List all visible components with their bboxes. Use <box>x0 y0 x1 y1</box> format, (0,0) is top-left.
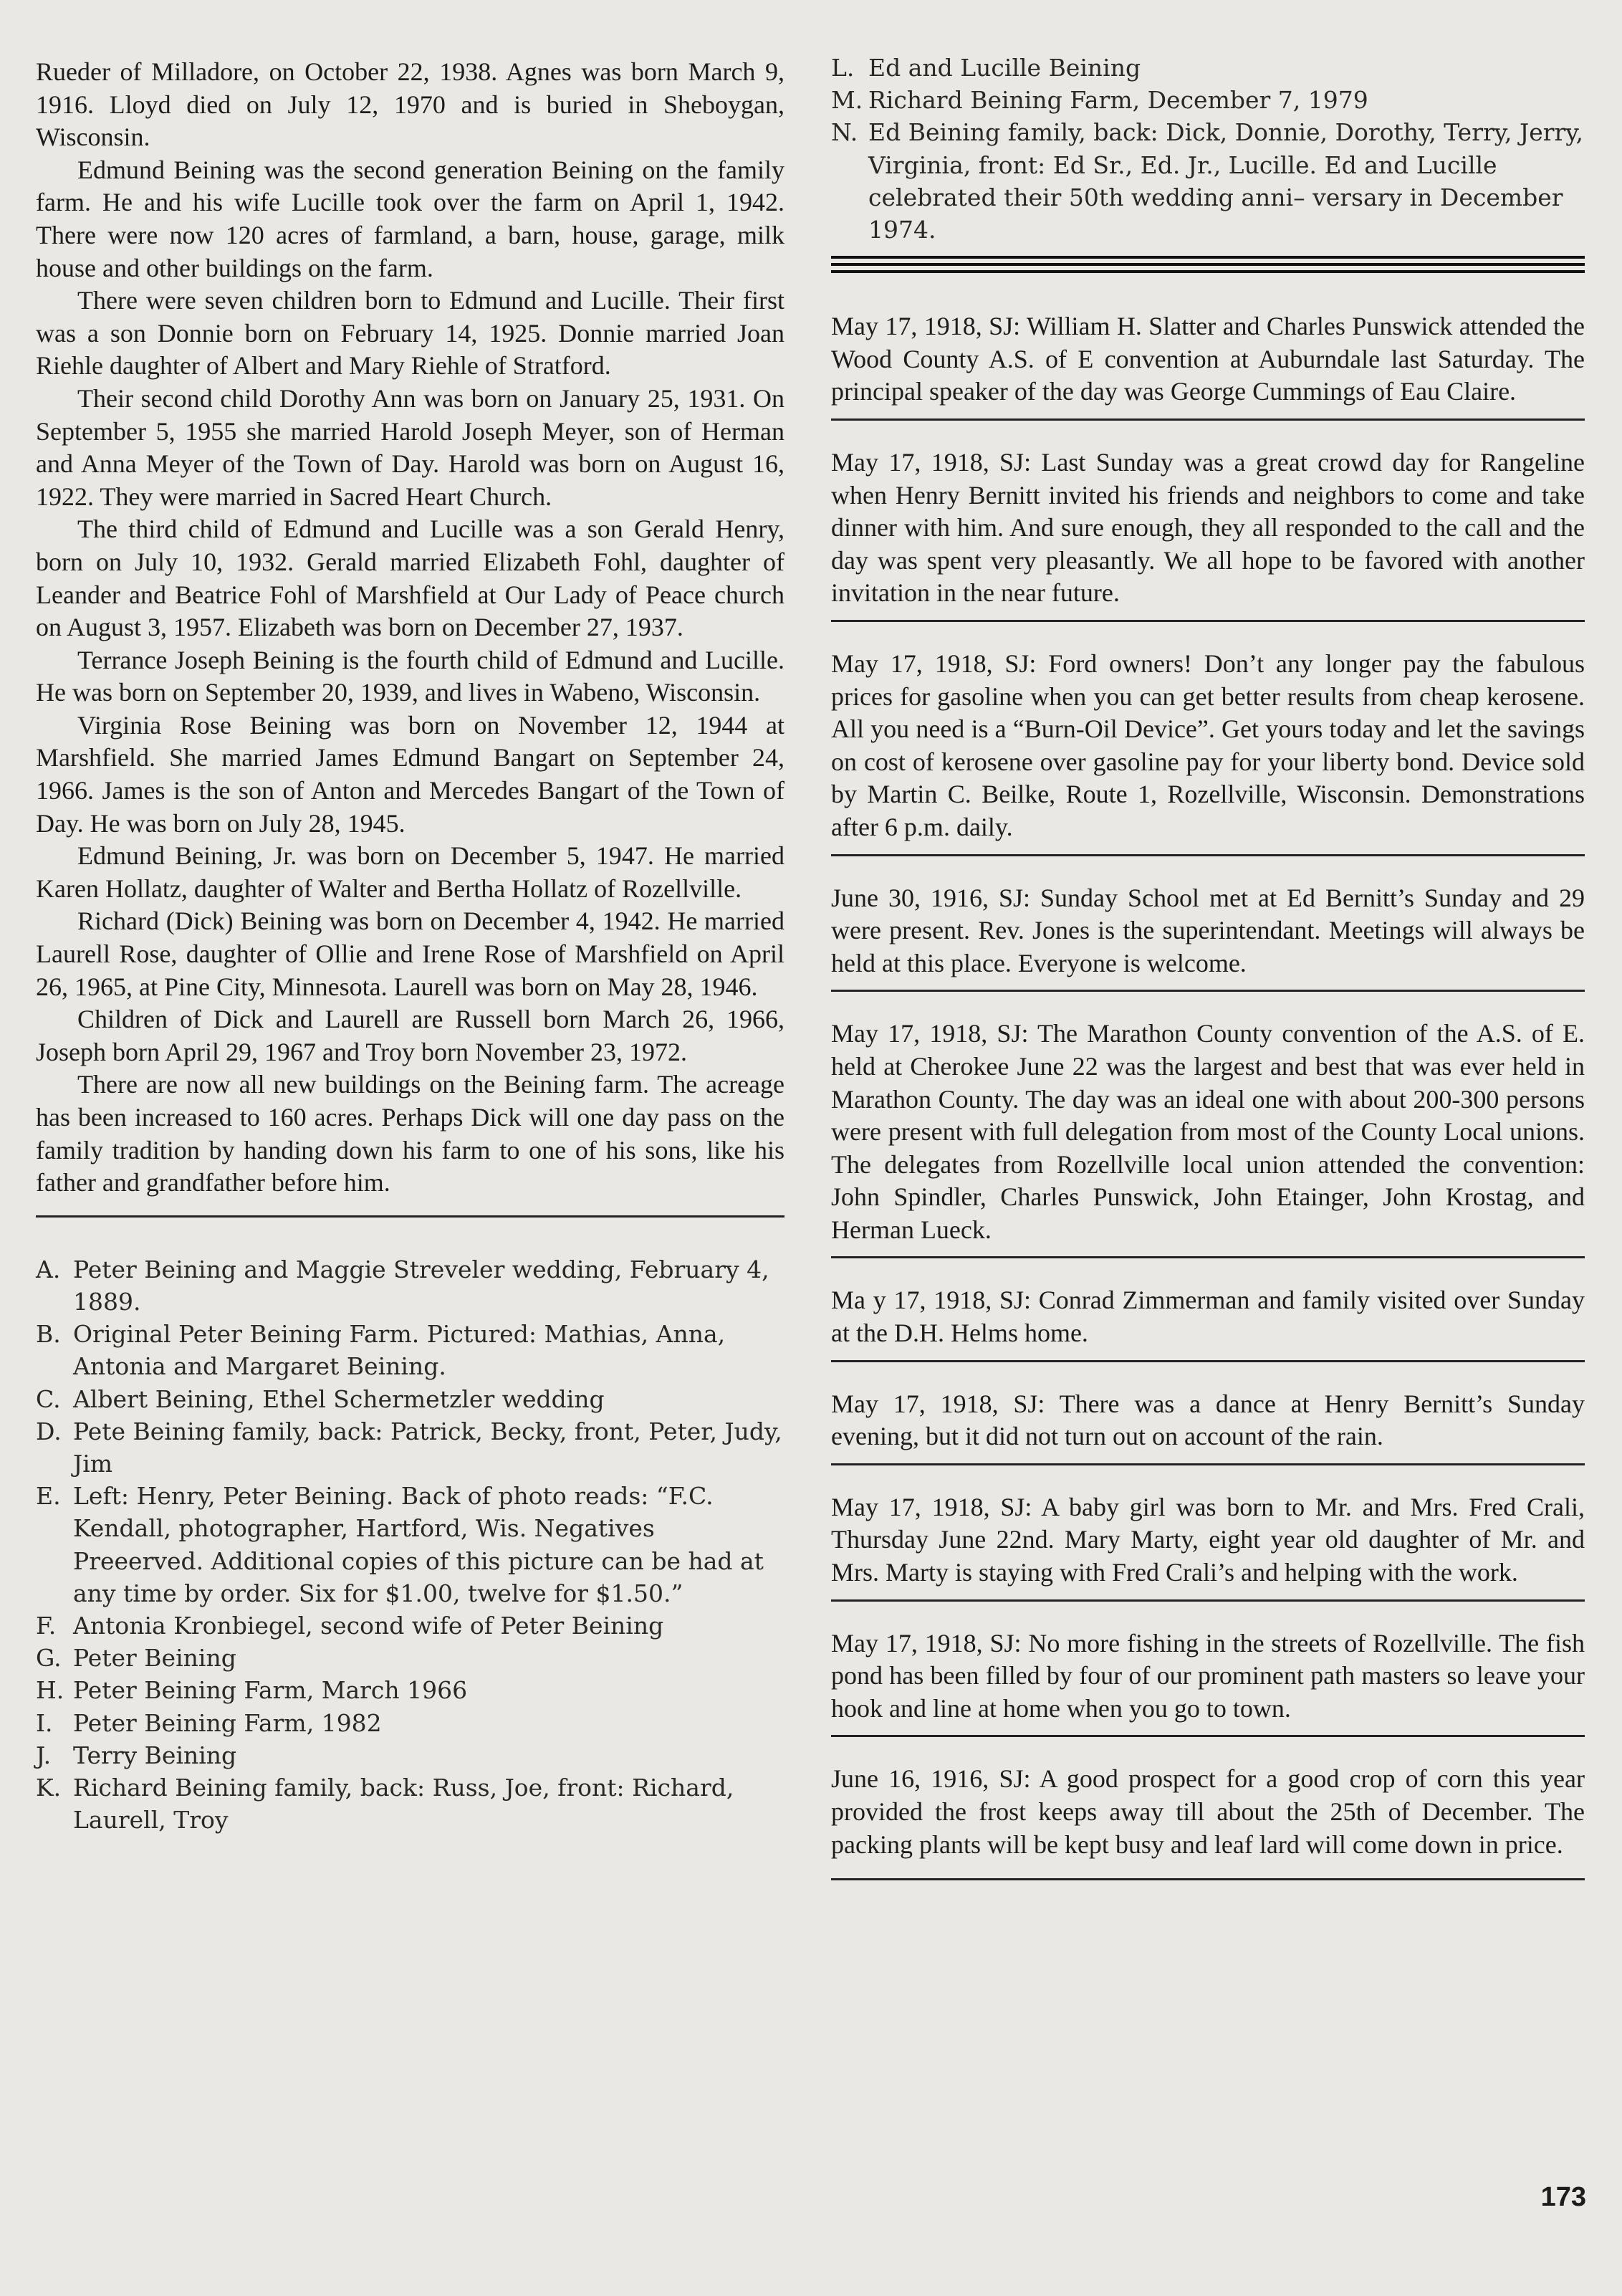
body-paragraph: Virginia Rose Beining was born on November 12, 1944 at Marshfield. She married James Edmund Bangart on September 24, 1966. James is the son of Anton and Mercedes Bangart of the Town of Day. He was born on July 28, 1945. <box>36 710 784 838</box>
news-text: May 17, 1918, SJ: There was a dance at Henry Bernitt’s Sunday evening, but it did not turn out on account of the rain. <box>831 1389 1585 1451</box>
page-number: 173 <box>1540 2182 1586 2212</box>
news-text: May 17, 1918, SJ: A baby girl was born to Mr. and Mrs. Fred Crali, Thursday June 22nd. Mary Marty, eight year old daughter of Mr. and Mrs. Marty is staying with Fred Crali’s and helping with the work. <box>831 1492 1585 1587</box>
body-paragraph: Their second child Dorothy Ann was born on January 25, 1931. On September 5, 1955 she married Harold Joseph Meyer, son of Herman and Anna Meyer of the Town of Day. Harold was born on August 16, 1922. They were married in Sacred Heart Church. <box>36 383 784 511</box>
news-divider <box>831 1599 1585 1602</box>
news-divider <box>831 1878 1585 1880</box>
left-column <box>36 56 784 1836</box>
news-text: May 17, 1918, SJ: No more fishing in the streets of Rozellville. The fish pond has been filled by four of our prominent path masters so leave your hook and line at home when you go to town. <box>831 1628 1585 1723</box>
caption-item: H. Peter Beining Farm, March 1966 <box>36 1676 468 1705</box>
news-item <box>831 1491 1585 1589</box>
news-item <box>831 1018 1585 1246</box>
news-divider <box>831 1463 1585 1465</box>
news-divider <box>831 854 1585 856</box>
body-paragraph: Terrance Joseph Beining is the fourth child of Edmund and Lucille. He was born on September 20, 1939, and lives in Wabeno, Wisconsin. <box>36 645 784 707</box>
news-text: May 17, 1918, SJ: Last Sunday was a great crowd day for Rangeline when Henry Bernitt invited his friends and neighbors to come and take dinner with him. And sure enough, they all responded to the call and the day was spent very pleasantly. We all hope to be favored with another invitation in the near future. <box>831 448 1585 608</box>
news-divider <box>831 1360 1585 1362</box>
caption-item: D. Pete Beining family, back: Patrick, Becky, front, Peter, Judy, Jim <box>36 1417 782 1478</box>
news-divider <box>831 990 1585 992</box>
body-paragraph: The third child of Edmund and Lucille was a son Gerald Henry, born on July 10, 1932. Gerald married Elizabeth Fohl, daughter of Leander and Beatrice Fohl of Marshfield at Our Lady of Peace church on August 3, 1957. Elizabeth was born on December 27, 1937. <box>36 515 784 642</box>
news-text: June 30, 1916, SJ: Sunday School met at Ed Bernitt’s Sunday and 29 were present. Rev. Jones is the superintendant. Meetings will always be held at this place. Everyone is welcome. <box>831 883 1585 977</box>
caption-item: L. Ed and Lucille Beining <box>831 54 1141 82</box>
news-item <box>831 1627 1585 1726</box>
photo-caption-list <box>36 1253 784 1837</box>
caption-item: M. Richard Beining Farm, December 7, 1979 <box>831 86 1368 115</box>
body-paragraph: Richard (Dick) Beining was born on December 4, 1942. He married Laurell Rose, daughter of Ollie and Irene Rose of Marshfield on April 26, 1965, at Pine City, Minnesota. Laurell was born on May 28, 1946. <box>36 907 784 1001</box>
news-divider <box>831 1735 1585 1737</box>
news-item <box>831 1763 1585 1861</box>
double-divider <box>831 256 1585 273</box>
photo-caption-list-continued <box>831 52 1585 246</box>
caption-item: A. Peter Beining and Maggie Streveler wedding, February 4, 1889. <box>36 1255 769 1316</box>
section-divider <box>36 1215 784 1218</box>
news-item <box>831 446 1585 610</box>
news-item <box>831 1284 1585 1349</box>
body-paragraph: Children of Dick and Laurell are Russell born March 26, 1966, Joseph born April 29, 1967 and Troy born November 23, 1972. <box>36 1005 784 1066</box>
caption-item: N. Ed Beining family, back: Dick, Donnie, Dorothy, Terry, Jerry, Virginia, front: Ed Sr., Ed. Jr., Lucille. Ed and Lucille celebrated their 50th wedding anni– versary in December 1974. <box>831 118 1584 244</box>
news-item <box>831 1388 1585 1453</box>
body-paragraph: There are now all new buildings on the Beining farm. The acreage has been increased to 160 acres. Perhaps Dick will one day pass on the family tradition by handing down his farm to one of his sons, like his father and grandfather before him. <box>36 1070 784 1197</box>
caption-item: E. Left: Henry, Peter Beining. Back of photo reads: “F.C. Kendall, photographer, Hartford, Wis. Negatives Preeerved. Additional copies of this picture can be had at any time by order. Six for $1.00, twelve for $1.50.” <box>36 1482 764 1607</box>
body-paragraph: Rueder of Milladore, on October 22, 1938. Agnes was born March 9, 1916. Lloyd died on July 12, 1970 and is buried in Sheboygan, Wisconsin. <box>36 57 784 152</box>
right-column <box>831 52 1585 1880</box>
news-item <box>831 882 1585 980</box>
news-text: May 17, 1918, SJ: The Marathon County convention of the A.S. of E. held at Cherokee June 22 was the largest and best that was ever held in Marathon County. The day was an ideal one with about 200-300 persons were present with full delegation from most of the County Local unions. The delegates from Rozellville local union attended the convention: John Spindler, Charles Punswick, John Etainger, John Krostag, and Herman Lueck. <box>831 1019 1585 1244</box>
caption-item: K. Richard Beining family, back: Russ, Joe, front: Richard, Laurell, Troy <box>36 1774 734 1835</box>
news-divider <box>831 1256 1585 1258</box>
news-text: Ma y 17, 1918, SJ: Conrad Zimmerman and family visited over Sunday at the D.H. Helms home. <box>831 1286 1585 1348</box>
news-item <box>831 310 1585 408</box>
news-text: June 16, 1916, SJ: A good prospect for a good crop of corn this year provided the frost keeps away till about the 25th of December. The packing plants will be kept busy and leaf lard will come down in price. <box>831 1764 1585 1859</box>
caption-item: C. Albert Beining, Ethel Schermetzler wedding <box>36 1384 605 1413</box>
body-paragraph: Edmund Beining was the second generation Beining on the family farm. He and his wife Lucille took over the farm on April 1, 1942. There were now 120 acres of farmland, a barn, house, garage, milk house and other buildings on the farm. <box>36 155 784 282</box>
caption-item: J. Terry Beining <box>36 1741 237 1769</box>
caption-item: G. Peter Beining <box>36 1644 236 1673</box>
caption-item: B. Original Peter Beining Farm. Pictured: Mathias, Anna, Antonia and Margaret Beining. <box>36 1320 726 1381</box>
news-divider <box>831 620 1585 622</box>
news-item <box>831 648 1585 844</box>
news-text: May 17, 1918, SJ: Ford owners! Don’t any longer pay the fabulous prices for gasoline when you can get better results from cheap kerosene. All you need is a “Burn-Oil Device”. Get yours today and let the savings on cost of kerosene over gasoline pay for your liberty bond. Device sold by Martin C. Beilke, Route 1, Rozellville, Wisconsin. Demonstrations after 6 p.m. daily. <box>831 649 1585 841</box>
caption-item: I. Peter Beining Farm, 1982 <box>36 1708 382 1737</box>
news-divider <box>831 418 1585 421</box>
body-paragraph: Edmund Beining, Jr. was born on December 5, 1947. He married Karen Hollatz, daughter of Walter and Bertha Hollatz of Rozellville. <box>36 841 784 903</box>
caption-item: F. Antonia Kronbiegel, second wife of Peter Beining <box>36 1612 664 1640</box>
body-paragraph: There were seven children born to Edmund and Lucille. Their first was a son Donnie born on February 14, 1925. Donnie married Joan Riehle daughter of Albert and Mary Riehle of Stratford. <box>36 286 784 381</box>
news-text: May 17, 1918, SJ: William H. Slatter and Charles Punswick attended the Wood County A.S. of E convention at Auburndale last Saturday. The principal speaker of the day was George Cummings of Eau Claire. <box>831 312 1585 406</box>
